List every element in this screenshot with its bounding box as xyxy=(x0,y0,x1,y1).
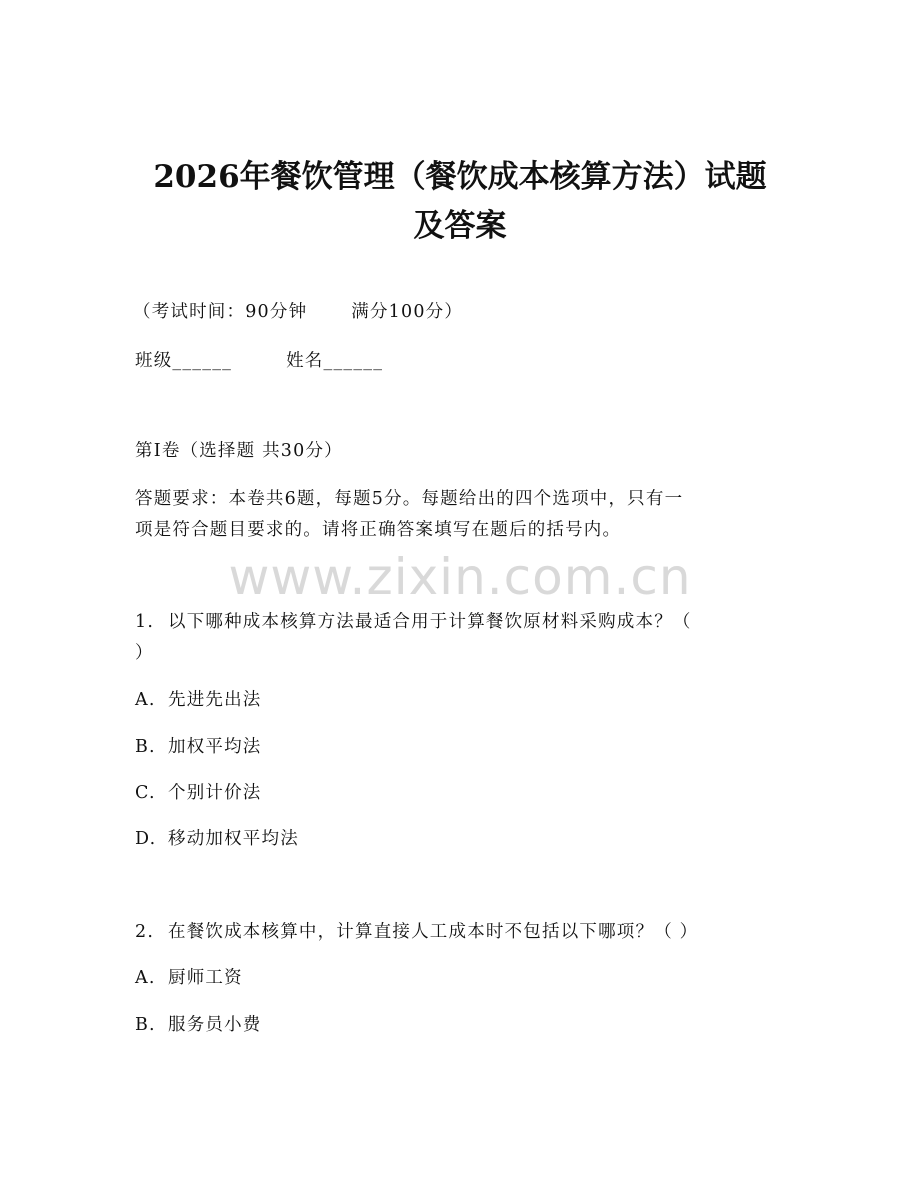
option-letter: C. xyxy=(135,783,156,803)
document-title-line1: 2026年餐饮管理（餐饮成本核算方法）试题 xyxy=(153,159,767,195)
option-text: 移动加权平均法 xyxy=(168,829,299,849)
instructions-line2: 项是符合题目要求的。请将正确答案填写在题后的括号内。 xyxy=(135,520,622,540)
exam-time: （考试时间：90分钟 xyxy=(133,302,308,322)
exam-score: 满分100分） xyxy=(351,302,464,322)
question-1 xyxy=(135,614,692,632)
question-1-option-c xyxy=(135,785,262,803)
option-letter: A. xyxy=(135,968,156,988)
question-2-option-a xyxy=(135,970,243,988)
option-text: 加权平均法 xyxy=(168,737,262,757)
option-letter: A. xyxy=(135,690,156,710)
question-1-option-a xyxy=(135,692,262,710)
exam-info xyxy=(133,304,463,322)
question-number: 1. xyxy=(135,612,155,632)
question-1-option-d xyxy=(135,831,299,849)
instructions-line1: 答题要求：本卷共6题，每题5分。每题给出的四个选项中，只有一 xyxy=(135,489,684,509)
question-number: 2. xyxy=(135,922,155,942)
document-title-line2: 及答案 xyxy=(413,208,507,244)
question-1-continuation: ） xyxy=(135,643,154,663)
question-2 xyxy=(135,924,698,942)
option-text: 先进先出法 xyxy=(168,690,262,710)
option-letter: B. xyxy=(135,737,156,757)
option-letter: D. xyxy=(135,829,157,849)
option-text: 个别计价法 xyxy=(168,783,262,803)
option-text: 厨师工资 xyxy=(168,968,243,988)
question-text: 以下哪种成本核算方法最适合用于计算餐饮原材料采购成本？（ xyxy=(168,612,692,632)
question-1-option-b xyxy=(135,739,262,757)
name-field: 姓名______ xyxy=(286,351,384,371)
question-text: 在餐饮成本核算中，计算直接人工成本时不包括以下哪项？（ ） xyxy=(168,922,699,942)
class-field: 班级______ xyxy=(135,351,233,371)
section-title: 第Ⅰ卷（选择题 共30分） xyxy=(135,441,343,461)
option-letter: B. xyxy=(135,1015,156,1035)
student-info xyxy=(135,353,383,371)
watermark: www.zixin.com.cn xyxy=(228,548,692,606)
question-2-option-b xyxy=(135,1017,262,1035)
option-text: 服务员小费 xyxy=(168,1015,262,1035)
